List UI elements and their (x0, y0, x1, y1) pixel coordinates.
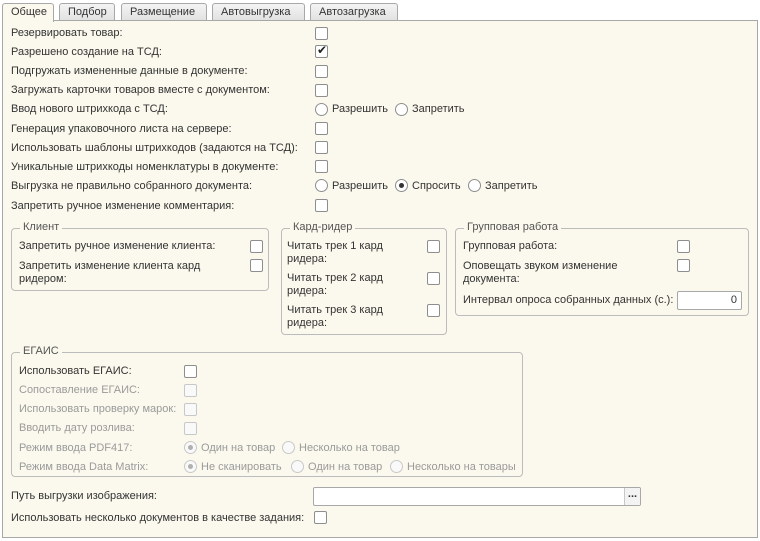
client-forbid-manual-label: Запретить ручное изменение клиента: (19, 240, 216, 252)
gen-packing-label: Генерация упаковочного листа на сервере: (11, 123, 232, 135)
image-path-label: Путь выгрузки изображения: (11, 490, 157, 502)
card-reader-group (281, 221, 447, 335)
group-work-checkbox[interactable] (677, 240, 690, 253)
client-forbid-manual-checkbox[interactable] (250, 240, 263, 253)
pdf417-many-radio[interactable] (282, 441, 295, 454)
gen-packing-checkbox[interactable] (315, 122, 328, 135)
poll-interval-label: Интервал опроса собранных данных (с.): (463, 294, 674, 306)
tab-auto-unload[interactable]: Автовыгрузка (212, 3, 305, 20)
unique-barcodes-label: Уникальные штрихкоды номенклатуры в документе: (11, 161, 279, 173)
image-path-input[interactable] (313, 487, 641, 506)
egais-bottling-checkbox[interactable] (184, 422, 197, 435)
unload-wrong-ask-label[interactable]: Спросить (412, 180, 461, 192)
tab-auto-load[interactable]: Автозагрузка (310, 3, 398, 20)
client-group (11, 221, 269, 291)
multi-docs-label: Использовать несколько документов в качестве задания: (11, 512, 305, 524)
egais-match-checkbox[interactable] (184, 384, 197, 397)
egais-check-marks-label: Использовать проверку марок: (19, 403, 177, 415)
egais-group-title: ЕГАИС (20, 345, 62, 357)
unload-wrong-label: Выгрузка не правильно собранного документа: (11, 180, 253, 192)
use-templates-label: Использовать шаблоны штрихкодов (задаются на ТСД): (11, 142, 298, 154)
track1-label: Читать трек 1 кард (287, 240, 383, 252)
sound-notify-checkbox[interactable] (677, 259, 690, 272)
egais-use-checkbox[interactable] (184, 365, 197, 378)
datamatrix-none-label[interactable]: Не сканировать (201, 461, 282, 473)
pdf417-one-radio[interactable] (184, 441, 197, 454)
unload-wrong-ask-radio[interactable] (395, 179, 408, 192)
track3-checkbox[interactable] (427, 304, 440, 317)
egais-group (11, 345, 523, 477)
new-barcode-forbid-label[interactable]: Запретить (412, 103, 465, 115)
client-forbid-card-checkbox[interactable] (250, 259, 263, 272)
use-templates-checkbox[interactable] (315, 141, 328, 154)
sound-notify-label-2: документа: (463, 273, 520, 285)
datamatrix-many-label[interactable]: Несколько на товары (407, 461, 516, 473)
new-barcode-allow-radio[interactable] (315, 103, 328, 116)
reserve-label: Резервировать товар: (11, 27, 123, 39)
unload-wrong-forbid-radio[interactable] (468, 179, 481, 192)
tab-selection[interactable]: Подбор (59, 3, 115, 20)
new-barcode-allow-label[interactable]: Разрешить (332, 103, 388, 115)
client-group-title: Клиент (20, 221, 62, 233)
tab-general[interactable]: Общее (2, 3, 54, 22)
sound-notify-label: Оповещать звуком изменение (463, 260, 618, 272)
unload-wrong-allow-radio[interactable] (315, 179, 328, 192)
multi-docs-checkbox[interactable] (314, 511, 327, 524)
egais-bottling-label: Вводить дату розлива: (19, 422, 135, 434)
unique-barcodes-checkbox[interactable] (315, 160, 328, 173)
client-forbid-card-label: Запретить изменение клиента кард (19, 260, 201, 272)
datamatrix-none-radio[interactable] (184, 460, 197, 473)
pdf417-one-label[interactable]: Один на товар (201, 442, 276, 454)
forbid-comment-checkbox[interactable] (315, 199, 328, 212)
client-forbid-card-label-2: ридером: (19, 273, 67, 285)
load-changed-label: Подгружать измененные данные в документе: (11, 65, 248, 77)
track2-checkbox[interactable] (427, 272, 440, 285)
poll-interval-input[interactable]: 0 (677, 291, 742, 310)
unload-wrong-allow-label[interactable]: Разрешить (332, 180, 388, 192)
track2-label-2: ридера: (287, 285, 328, 297)
datamatrix-label: Режим ввода Data Matrix: (19, 461, 149, 473)
load-cards-label: Загружать карточки товаров вместе с документом: (11, 84, 270, 96)
forbid-comment-label: Запретить ручное изменение комментария: (11, 200, 235, 212)
browse-button[interactable]: ... (624, 488, 640, 505)
track2-label: Читать трек 2 кард (287, 272, 383, 284)
egais-match-label: Сопоставление ЕГАИС: (19, 384, 140, 396)
egais-check-marks-checkbox[interactable] (184, 403, 197, 416)
track1-label-2: ридера: (287, 253, 328, 265)
datamatrix-many-radio[interactable] (390, 460, 403, 473)
allow-tsd-checkbox[interactable] (315, 45, 328, 58)
egais-use-label: Использовать ЕГАИС: (19, 365, 132, 377)
group-work-group-title: Групповая работа (464, 221, 561, 233)
group-work-label: Групповая работа: (463, 240, 558, 252)
general-panel (2, 20, 758, 538)
datamatrix-one-label[interactable]: Один на товар (308, 461, 383, 473)
load-changed-checkbox[interactable] (315, 65, 328, 78)
track1-checkbox[interactable] (427, 240, 440, 253)
card-reader-group-title: Кард-ридер (290, 221, 355, 233)
track3-label-2: ридера: (287, 317, 328, 329)
track3-label: Читать трек 3 кард (287, 304, 383, 316)
unload-wrong-forbid-label[interactable]: Запретить (485, 180, 538, 192)
allow-tsd-label: Разрешено создание на ТСД: (11, 46, 162, 58)
checkmark-icon: ✔ (317, 43, 328, 57)
pdf417-many-label[interactable]: Несколько на товар (299, 442, 400, 454)
new-barcode-label: Ввод нового штрихкода с ТСД: (11, 103, 168, 115)
new-barcode-forbid-radio[interactable] (395, 103, 408, 116)
group-work-group (455, 221, 749, 316)
reserve-checkbox[interactable] (315, 27, 328, 40)
load-cards-checkbox[interactable] (315, 84, 328, 97)
datamatrix-one-radio[interactable] (291, 460, 304, 473)
tab-placement[interactable]: Размещение (121, 3, 207, 20)
pdf417-label: Режим ввода PDF417: (19, 442, 133, 454)
